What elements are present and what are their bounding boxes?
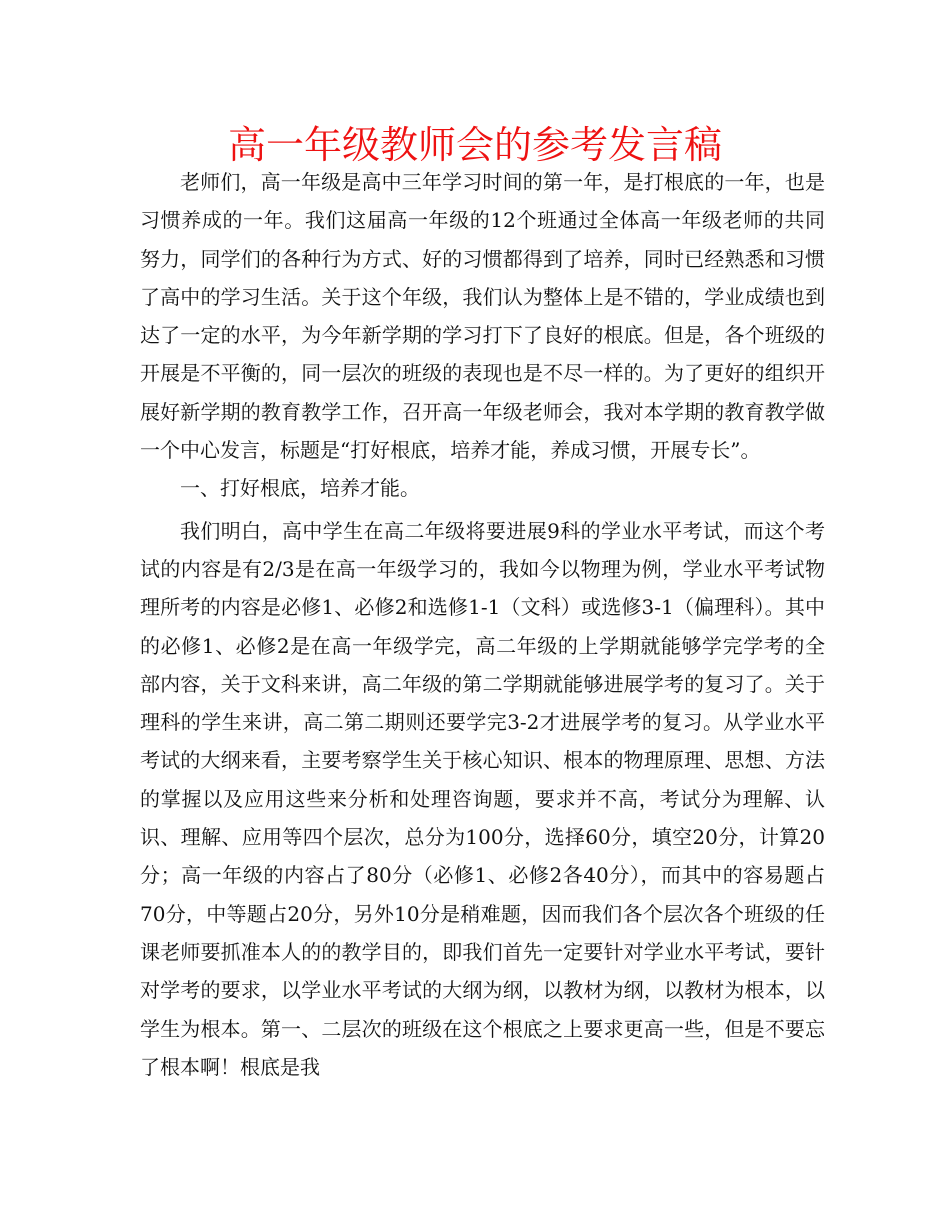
- body-paragraph: 我们明白，高中学生在高二年级将要进展9科的学业水平考试，而这个考试的内容是有2/3是在高一年级学习的，我如今以物理为例，学业水平考试物理所考的内容是必修1、必修2和选修1-1（文科）或选修3-1（偏理科）。其中的必修1、必修2是在高一年级学完，高二年级的上学期就能够学完学考的全部内容，关于文科来讲，高二年级的第二学期就能够进展学考的复习了。关于理科的学生来讲，高二第二期则还要学完3-2才进展学考的复习。从学业水平考试的大纲来看，主要考察学生关于核心知识、根本的物理原理、思想、方法的掌握以及应用这些来分析和处理咨询题，要求并不高，考试分为理解、认识、理解、应用等四个层次，总分为100分，选择60分，填空20分，计算20分；高一年级的内容占了80分（必修1、必修2各40分），而其中的容易题占70分，中等题占20分，另外10分是稍难题，因而我们各个层次各个班级的任课老师要抓准本人的的教学目的，即我们首先一定要针对学业水平考试，要针对学考的要求，以学业水平考试的大纲为纲，以教材为纲，以教材为根本，以学生为根本。第一、二层次的班级在这个根底之上要求更高一些，但是不要忘了根本啊！根底是我: [140, 518, 825, 1079]
- document-body: [140, 163, 825, 1086]
- document-title: 高一年级教师会的参考发言稿: [227, 123, 722, 167]
- section-heading: 一、打好根底，培养才能。: [180, 476, 420, 501]
- intro-paragraph: 老师们，高一年级是高中三年学习时间的第一年，是打根底的一年，也是习惯养成的一年。我们这届高一年级的12个班通过全体高一年级老师的共同努力，同学们的各种行为方式、好的习惯都得到了培养，同时已经熟悉和习惯了高中的学习生活。关于这个年级，我们认为整体上是不错的，学业成绩也到达了一定的水平，为今年新学期的学习打下了良好的根底。但是，各个班级的开展是不平衡的，同一层次的班级的表现也是不尽一样的。为了更好的组织开展好新学期的教育教学工作，召开高一年级老师会，我对本学期的教育教学做一个中心发言，标题是“打好根底，培养才能，养成习惯，开展专长”。: [140, 170, 825, 463]
